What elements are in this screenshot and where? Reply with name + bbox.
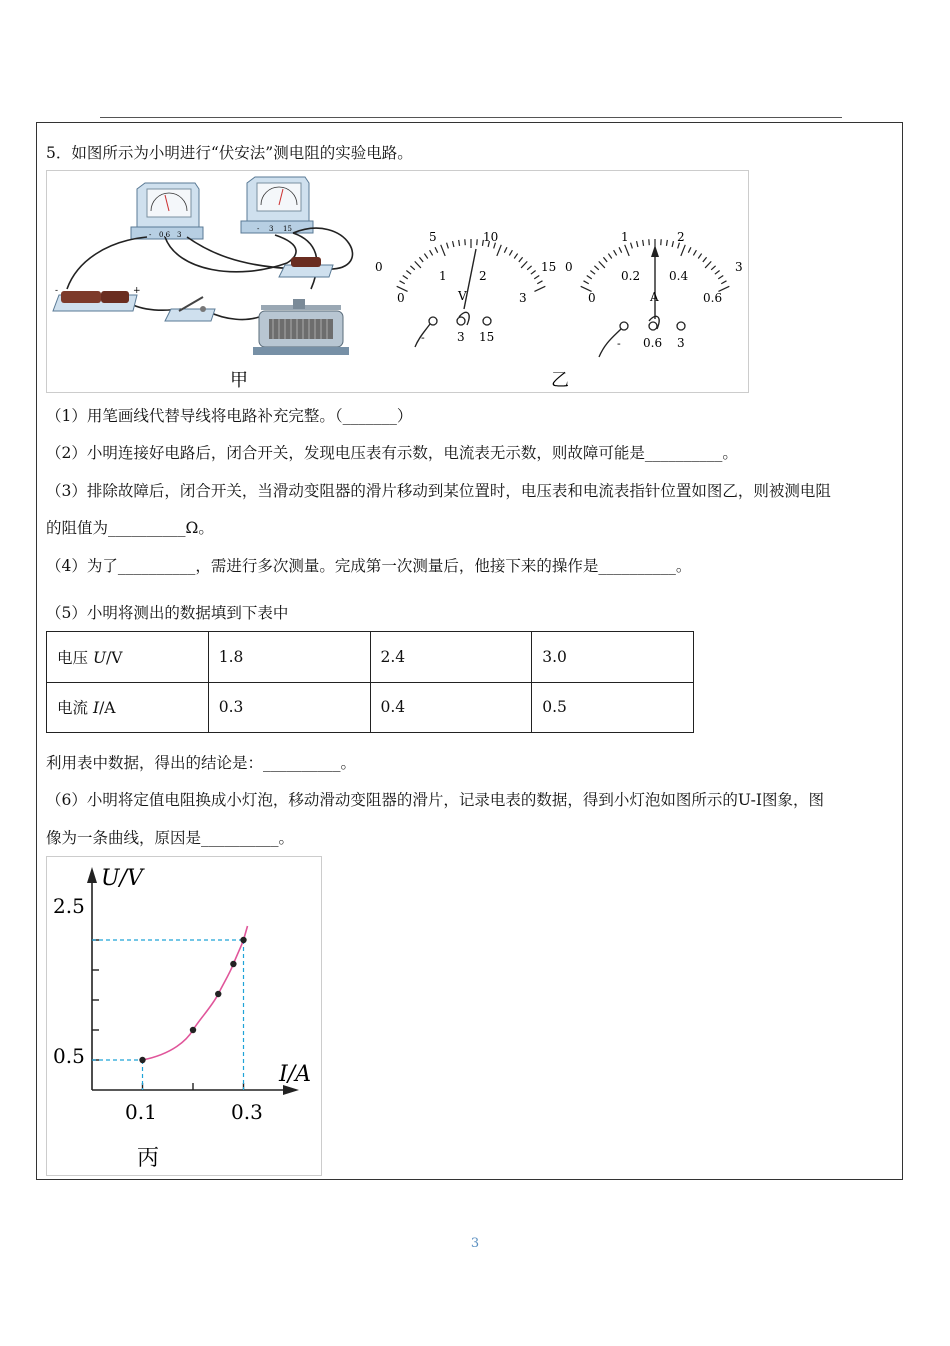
dial-tick: [599, 261, 605, 268]
dial-tick: [614, 250, 617, 255]
dial-tick: [705, 261, 711, 268]
dial-tick: [430, 250, 433, 255]
dial-tick: [509, 250, 512, 255]
a-top-1: 1: [621, 230, 629, 244]
dial-tick: [435, 247, 438, 252]
dial-tick: [531, 271, 536, 275]
figure-label-bing: 丙: [137, 1146, 160, 1171]
data-point: [230, 961, 236, 967]
table-cell: 3.0: [532, 632, 694, 683]
y-tick-label-0-5: 0.5: [53, 1044, 85, 1068]
dial-tick: [631, 243, 633, 249]
v-bot-0: 0: [397, 291, 405, 305]
v-top-15: 15: [541, 260, 557, 274]
dial-tick: [419, 257, 423, 262]
a-terminal-06: 0.6: [643, 336, 663, 350]
battery-pos: +: [133, 286, 141, 296]
table-cell-current-label: 电流 I/A: [47, 682, 209, 733]
figure-circuit-and-meters: [46, 170, 749, 393]
dial-tick: [603, 257, 607, 262]
dial-tick: [459, 240, 460, 246]
v-terminal-15: 15: [479, 330, 495, 344]
page-number: 3: [470, 1236, 480, 1251]
dial-tick: [711, 266, 715, 270]
figure1-svg: [47, 171, 750, 394]
table-cell: 0.3: [208, 682, 370, 733]
v-top-5: 5: [429, 230, 437, 244]
dial-tick: [681, 245, 685, 256]
a-terminal-neg: -: [617, 337, 621, 350]
sub-question-1: （1）用笔画线代替导线将电路补充完整。（_______）: [46, 407, 413, 425]
data-point: [190, 1027, 196, 1033]
data-table: [46, 631, 694, 733]
m2-term-15: 15: [283, 225, 292, 233]
dial-tick: [688, 247, 691, 252]
a-terminal-3: 3: [677, 336, 685, 350]
dial-tick: [587, 276, 592, 279]
dial-tick: [514, 254, 517, 259]
dial-tick: [415, 261, 421, 268]
dial-tick: [637, 241, 638, 247]
y-axis-label: U/V: [101, 866, 143, 891]
sub-question-2: （2）小明连接好电路后，闭合开关，发现电压表有示数，电流表无示数，则故障可能是__________。: [46, 444, 738, 462]
v-terminal-3: 3: [457, 330, 465, 344]
table-cell: 0.4: [370, 682, 532, 733]
data-point: [240, 937, 246, 943]
dial-tick: [534, 286, 545, 291]
dial-tick: [703, 257, 707, 262]
dial-tick: [721, 281, 726, 284]
dial-tick: [403, 276, 408, 279]
sub-question-6-line2: 像为一条曲线，原因是__________。: [46, 829, 295, 847]
figure-label-jia: 甲: [230, 370, 248, 391]
ammeter-dial: [565, 230, 743, 357]
dial-tick: [497, 245, 501, 256]
dial-tick: [534, 276, 539, 279]
m2-term-neg: -: [257, 225, 260, 233]
dial-tick: [519, 257, 523, 262]
table-row: [47, 682, 694, 733]
conclusion-line: 利用表中数据，得出的结论是：__________。: [46, 754, 357, 772]
a-bot-04: 0.4: [669, 269, 689, 283]
apparatus-rheostat: [253, 299, 349, 355]
v-top-10: 10: [483, 230, 499, 244]
a-bot-06: 0.6: [703, 291, 723, 305]
sub-question-6-line1: （6）小明将定值电阻换成小灯泡，移动滑动变阻器的滑片，记录电表的数据，得到小灯泡如图所示的U-I图象，图: [46, 791, 825, 809]
dial-tick: [441, 245, 445, 256]
sub-question-5: （5）小明将测出的数据填到下表中: [46, 604, 289, 622]
a-top-2: 2: [677, 230, 685, 244]
v-bot-1: 1: [439, 269, 447, 283]
m1-term-neg: -: [149, 231, 152, 239]
dial-tick: [608, 254, 611, 259]
dial-tick: [590, 271, 595, 275]
x-axis-label: I/A: [279, 1062, 311, 1087]
voltmeter-dial: [375, 230, 556, 347]
table-row: [47, 632, 694, 683]
table-cell: 0.5: [532, 682, 694, 733]
header-rule: [100, 117, 842, 118]
apparatus-resistor: [279, 257, 333, 277]
m1-term-06: 0.6: [159, 231, 171, 239]
dial-tick: [447, 243, 449, 249]
a-bot-02: 0.2: [621, 269, 641, 283]
dial-tick: [406, 271, 411, 275]
dial-tick: [698, 254, 701, 259]
x-tick-label-0-1: 0.1: [125, 1100, 157, 1124]
figure-label-yi: 乙: [551, 370, 569, 391]
m1-term-3: 3: [177, 231, 182, 239]
a-top-0: 0: [565, 260, 573, 274]
dial-tick: [584, 281, 589, 284]
dial-tick: [410, 266, 414, 270]
apparatus-switch: [165, 297, 215, 321]
dial-tick: [521, 261, 527, 268]
dial-tick: [400, 281, 405, 284]
v-bot-2: 2: [479, 269, 487, 283]
dial-tick: [715, 271, 720, 275]
x-tick-label-0-3: 0.3: [231, 1100, 263, 1124]
dial-tick: [693, 250, 696, 255]
v-top-0: 0: [375, 260, 383, 274]
dial-tick: [424, 254, 427, 259]
dial-tick: [625, 245, 629, 256]
data-point: [139, 1057, 145, 1063]
a-bot-0: 0: [588, 291, 596, 305]
dial-tick: [643, 240, 644, 246]
apparatus-battery: [53, 286, 141, 311]
dial-tick: [527, 266, 531, 270]
ui-curve: [143, 926, 248, 1060]
sub-question-4: （4）为了__________，需进行多次测量。完成第一次测量后，他接下来的操作是__________。: [46, 557, 692, 575]
v-terminal-neg: -: [421, 331, 425, 344]
table-cell: 2.4: [370, 632, 532, 683]
v-bot-3: 3: [519, 291, 527, 305]
sub-question-3-line2: 的阻值为__________Ω。: [46, 519, 214, 537]
dial-tick: [666, 240, 667, 246]
battery-neg: -: [55, 286, 59, 296]
data-point: [215, 991, 221, 997]
dial-tick: [504, 247, 507, 252]
question-title: 5．如图所示为小明进行“伏安法”测电阻的实验电路。: [46, 144, 413, 162]
m2-term-3: 3: [269, 225, 274, 233]
voltmeter-symbol: V: [458, 289, 467, 303]
y-tick-label-2-5: 2.5: [53, 894, 85, 918]
ammeter-symbol: A: [650, 290, 659, 304]
dial-tick: [537, 281, 542, 284]
dial-tick: [453, 241, 454, 247]
apparatus-voltmeter: [241, 177, 313, 233]
figure-ui-graph: [46, 856, 322, 1176]
ui-graph-svg: [47, 857, 323, 1177]
table-cell: 1.8: [208, 632, 370, 683]
sub-question-3-line1: （3）排除故障后，闭合开关，当滑动变阻器的滑片移动到某位置时，电压表和电流表指针位置如图乙，则被测电阻: [46, 482, 831, 500]
dial-tick: [672, 241, 673, 247]
y-axis-arrow: [87, 867, 97, 883]
table-cell-voltage-label: 电压 U/V: [47, 632, 209, 683]
a-top-3: 3: [735, 260, 743, 274]
dial-tick: [594, 266, 598, 270]
dial-tick: [718, 276, 723, 279]
dial-tick: [619, 247, 622, 252]
apparatus-ammeter: [131, 183, 203, 239]
